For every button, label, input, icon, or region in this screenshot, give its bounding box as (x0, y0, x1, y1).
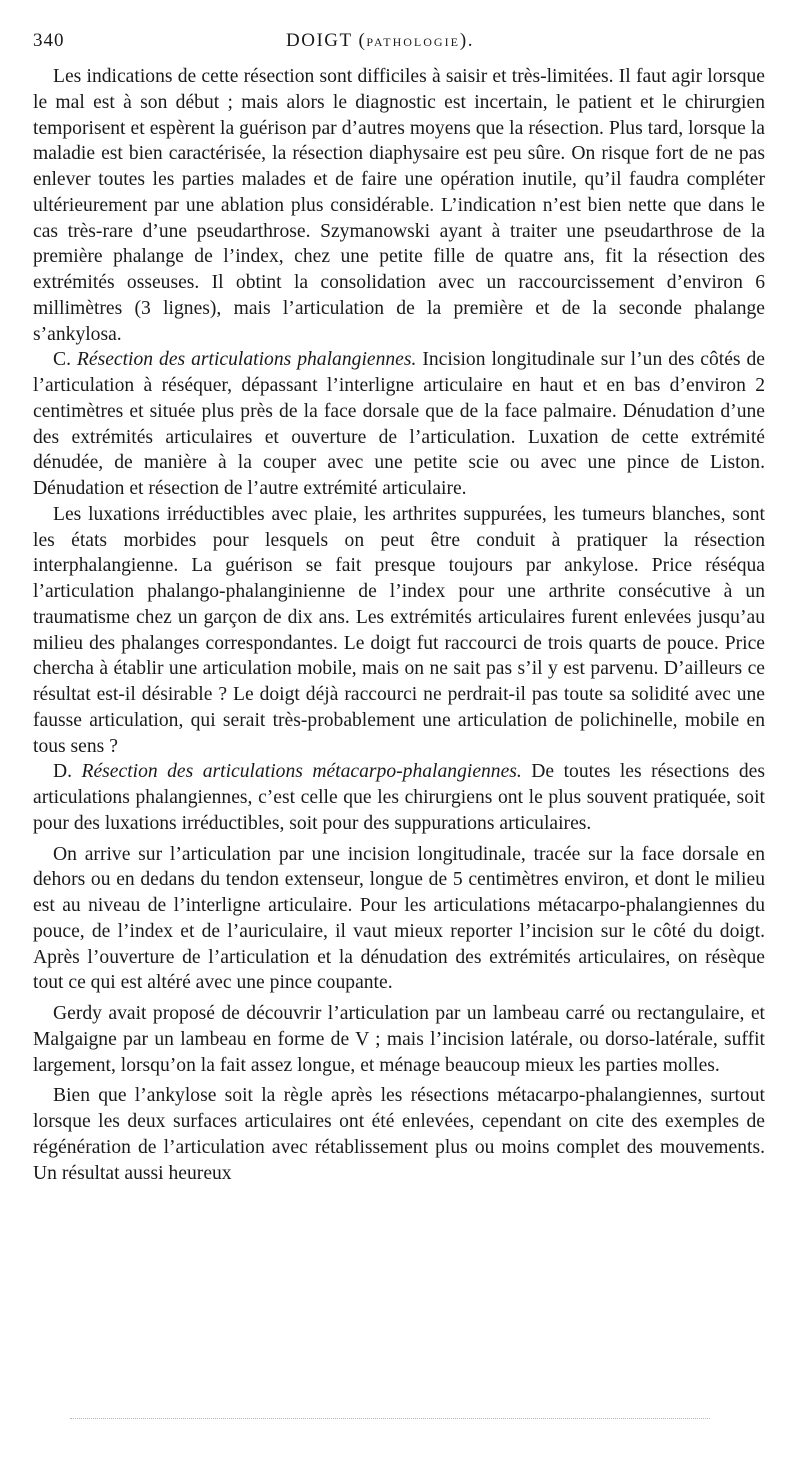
section-d-metacarpophalangeal-resection (33, 759, 765, 836)
section-c-phalangeal-resection (33, 347, 765, 502)
section-text: Incision longitudinale sur l’un des côtés de l’articulation à réséquer, dépassant l’interligne articulaire en haut et en bas d’environ 2 centimètres et située plus près de la face dorsale que de la face palmaire. Dénudation d’une des extrémités articulaires et ouverture de l’articulation. Luxation de cette extrémité dénudée, de manière à la couper avec une petite scie ou avec une pince de Liston. Dénudation et résection de l’autre extrémité articulaire. (33, 349, 765, 499)
body-text (33, 64, 765, 1186)
paragraph-operative-technique: On arrive sur l’articulation par une incision longitudinale, tracée sur la face dorsale en dehors ou en dedans du tendon extenseur, longue de 5 centimètres environ, et dont le milieu est au niveau de l’interligne articulaire. Pour les articulations métacarpo-phalangiennes du pouce, de l’index et de l’auriculaire, il vaut mieux reporter l’incision sur le côté du doigt. Après l’ouverture de l’articulation et la dénudation des extrémités articulaires, on résèque tout ce qui est altéré avec une pince coupante. (33, 843, 765, 994)
paragraph-diaphysis-indications: Les indications de cette résection sont difficiles à saisir et très-limitées. Il faut agir lorsque le mal est à son début ; mais alors le diagnostic est incertain, le patient et le chirurgien temporisent et espèrent la guérison par d’autres moyens que la résection. Plus tard, lorsque la maladie est bien caractérisée, la résection diaphysaire est peu sûre. On risque fort de ne pas enlever toutes les parties malades et de faire une opération inutile, qu’il faudra compléter ultérieurement par une ablation plus considérable. L’indication n’est bien nette que dans le cas très-rare d’une pseudarthrose. Szymanowski ayant à traiter une pseudarthrose de la première phalange de l’index, chez une petite fille de quatre ans, fit la résection des extrémités osseuses. Il obtint la consolidation avec un raccourcissement d’environ 6 millimètres (3 lignes), mais l’articulation de la première et de la seconde phalange s’ankylosa. (33, 66, 765, 345)
section-heading: Résection des articulations phalangiennes. (76, 349, 417, 371)
section-letter: D. (53, 761, 82, 783)
running-title-main: DOIGT ( (286, 30, 367, 51)
running-title-sub: PATHOLOGIE (366, 35, 460, 49)
paragraph-outcomes: Bien que l’ankylose soit la règle après les résections métacarpo-phalangiennes, surtout lorsque les deux surfaces articulaires ont été enlevées, cependant on cite des exemples de régénération de l’articulation avec rétablissement plus ou moins complet des mouvements. Un résultat aussi heureux (33, 1085, 765, 1184)
page-header (33, 30, 763, 58)
section-letter: C. (53, 349, 77, 371)
paragraph-indications-interphalangeal: Les luxations irréductibles avec plaie, les arthrites suppurées, les tumeurs blanches, sont les états morbides pour lesquels on peut être conduit à pratiquer la résection interphalangienne. La guérison se fait presque toujours par ankylose. Price réséqua l’articulation phalango-phalanginienne de l’index pour une arthrite consécutive à un traumatisme chez un garçon de dix ans. Les extrémités articulaires furent enlevées jusqu’au milieu des phalanges correspondantes. Le doigt fut raccourci de trois quarts de pouce. Price chercha à établir une articulation mobile, mais on ne sait pas s’il y est parvenu. D’ailleurs ce résultat est-il désirable ? Le doigt déjà raccourci ne perdrait-il pas toute sa solidité avec une fausse articulation, qui serait très-probablement une articulation de polichinelle, mobile en tous sens ? (33, 503, 765, 757)
running-title (286, 30, 474, 52)
running-title-end: ). (459, 30, 474, 51)
paragraph-alternative-incisions: Gerdy avait proposé de découvrir l’articulation par un lambeau carré ou rectangulaire, et Malgaigne par un lambeau en forme de V ; mais l’incision latérale, ou dorso-latérale, suffit largement, lorsqu’on la fait assez longue, et ménage beaucoup mieux les parties molles. (33, 1003, 765, 1076)
page-number: 340 (33, 30, 65, 51)
section-text: De toutes les résections des articulations phalangiennes, c’est celle que les chirurgiens ont le plus souvent pratiquée, soit pour des luxations irréductibles, soit pour des suppurations articulaires. (33, 761, 765, 834)
footer-bleed-through (70, 1418, 710, 1419)
section-heading: Résection des articulations métacarpo-phalangiennes. (81, 761, 522, 783)
